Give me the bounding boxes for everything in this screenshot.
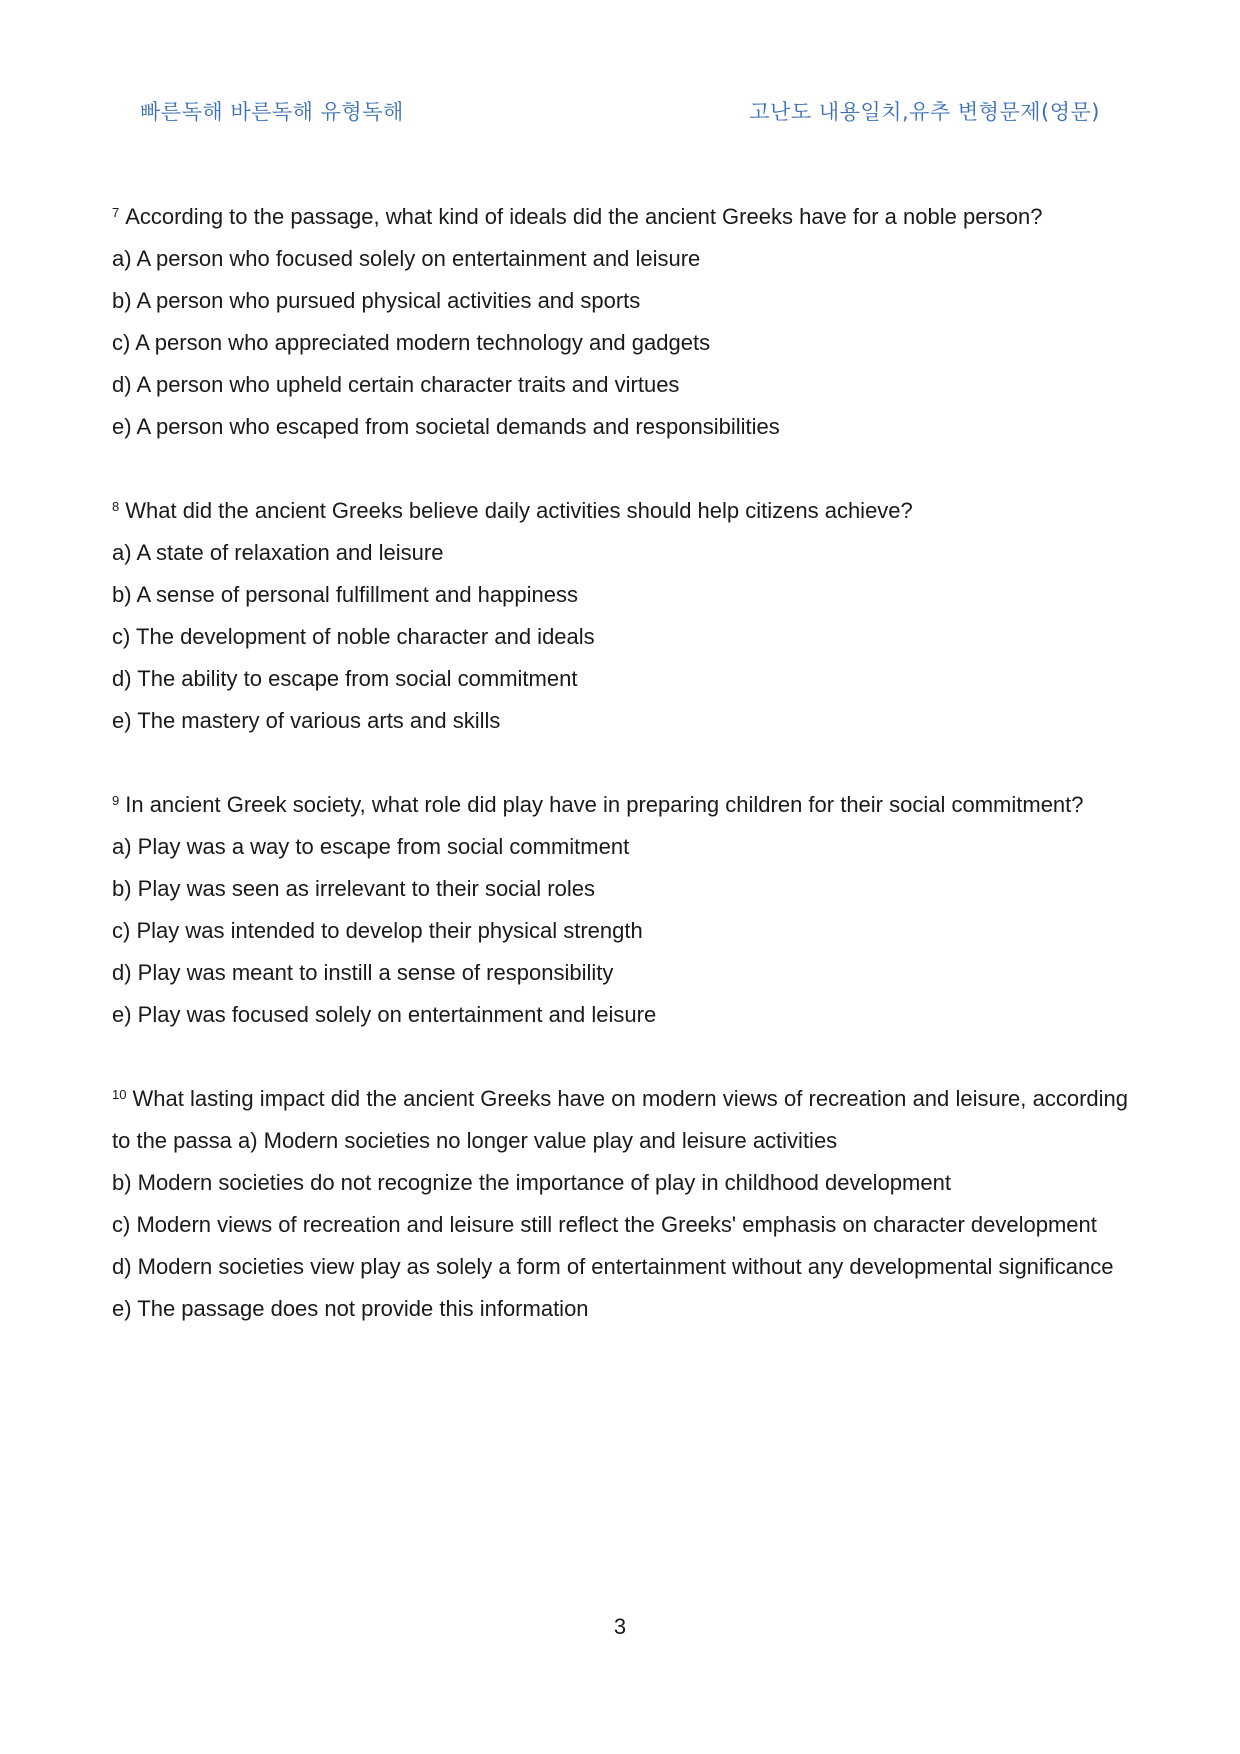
answer-option: b) A sense of personal fulfillment and happiness: [112, 582, 578, 607]
question-text: According to the passage, what kind of ideals did the ancient Greeks have for a noble person?: [125, 204, 1043, 229]
question-text: In ancient Greek society, what role did play have in preparing children for their social commitment?: [125, 792, 1084, 817]
answer-option: a) A state of relaxation and leisure: [112, 540, 444, 565]
answer-option: a) A person who focused solely on entertainment and leisure: [112, 246, 701, 271]
answer-option: d) Play was meant to instill a sense of responsibility: [112, 960, 614, 985]
answer-option: e) The mastery of various arts and skills: [112, 708, 501, 733]
answer-option: b) Modern societies do not recognize the importance of play in childhood development: [112, 1170, 951, 1195]
question-number: 8: [112, 499, 120, 514]
question-stem: [112, 196, 1128, 238]
answer-option: e) Play was focused solely on entertainment and leisure: [112, 1002, 657, 1027]
question-8: [112, 490, 1128, 742]
header-left-title: 빠른독해 바른독해 유형독해: [140, 100, 404, 124]
answer-option: e) A person who escaped from societal demands and responsibilities: [112, 414, 780, 439]
page-number: 3: [613, 1614, 627, 1639]
question-stem: [112, 1078, 1128, 1162]
question-text: What did the ancient Greeks believe daily activities should help citizens achieve?: [125, 498, 913, 523]
answer-option: b) Play was seen as irrelevant to their social roles: [112, 876, 595, 901]
answer-option: c) Modern views of recreation and leisure still reflect the Greeks' emphasis on character development: [112, 1212, 1097, 1237]
question-9: [112, 784, 1128, 1036]
answer-option: c) The development of noble character and ideals: [112, 624, 595, 649]
answer-option: d) The ability to escape from social commitment: [112, 666, 578, 691]
answer-option: e) The passage does not provide this information: [112, 1296, 589, 1321]
question-number: 9: [112, 793, 120, 808]
question-7: [112, 196, 1128, 448]
question-text: What lasting impact did the ancient Greeks have on modern views of recreation and leisure, according to the passa a) Modern societies no longer value play and leisure activities: [112, 1086, 1128, 1153]
question-number: 7: [112, 205, 120, 220]
answer-option: a) Play was a way to escape from social commitment: [112, 834, 630, 859]
answer-option: d) Modern societies view play as solely a form of entertainment without any developmental significance: [112, 1254, 1114, 1279]
answer-option: d) A person who upheld certain character traits and virtues: [112, 372, 680, 397]
question-number: 10: [112, 1087, 127, 1102]
question-stem: [112, 784, 1128, 826]
answer-option: b) A person who pursued physical activities and sports: [112, 288, 641, 313]
answer-option: c) A person who appreciated modern technology and gadgets: [112, 330, 711, 355]
question-10: [112, 1078, 1128, 1330]
question-list: [112, 196, 1128, 1372]
page-header: [140, 96, 1100, 130]
header-right-title: 고난도 내용일치,유추 변형문제(영문): [749, 100, 1100, 124]
question-stem: [112, 490, 1128, 532]
answer-option: c) Play was intended to develop their physical strength: [112, 918, 643, 943]
